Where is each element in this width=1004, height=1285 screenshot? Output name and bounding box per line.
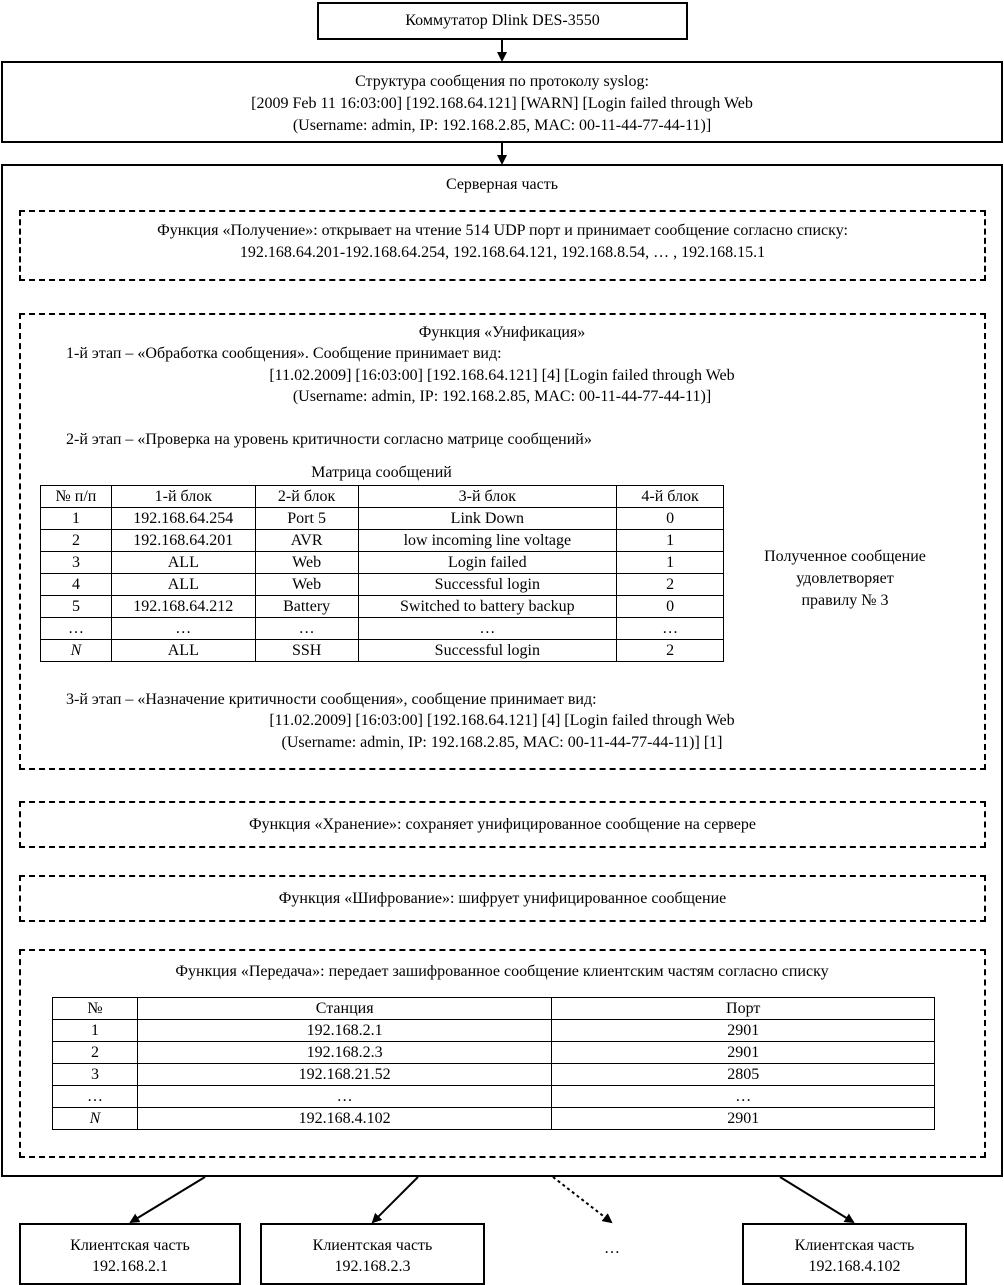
- matrix-title: Матрица сообщений: [311, 464, 452, 481]
- table-row: [53, 1020, 935, 1042]
- table-row: [41, 596, 724, 618]
- matrix-cell: Successful login: [358, 574, 617, 596]
- client-cell: 192.168.2.3: [137, 1042, 552, 1064]
- matrix-cell: 1: [617, 552, 724, 574]
- matrix-cell: 5: [41, 596, 112, 618]
- matrix-cell: …: [617, 618, 724, 640]
- client-cell: …: [53, 1086, 138, 1108]
- client-ip: 192.168.2.3: [334, 1258, 411, 1275]
- client-header-cell: Порт: [552, 998, 935, 1020]
- clients-ellipsis: …: [604, 1240, 620, 1257]
- syslog-line-2: (Username: admin, IP: 192.168.2.85, MAC: 00-11-44-77-44-11)]: [292, 117, 712, 134]
- matrix-cell: 192.168.64.254: [111, 508, 255, 530]
- server-title: Серверная часть: [445, 176, 559, 193]
- arrow-to-client-2: [373, 1177, 418, 1222]
- matrix-cell: SSH: [255, 640, 358, 662]
- matrix-cell: ALL: [111, 574, 255, 596]
- stage-3-line-1: [11.02.2009] [16:03:00] [192.168.64.121] [4] [Login failed through Web: [269, 712, 735, 729]
- matrix-header-cell: 4-й блок: [617, 486, 724, 508]
- client-cell: 2901: [552, 1020, 935, 1042]
- client-header-cell: №: [53, 998, 138, 1020]
- table-row: [53, 1042, 935, 1064]
- client-cell: 2: [53, 1042, 138, 1064]
- arrow-to-client-etc: [553, 1177, 611, 1222]
- client-cell: 192.168.4.102: [137, 1108, 552, 1130]
- receive-line-2: 192.168.64.201-192.168.64.254, 192.168.64.121, 192.168.8.54, … , 192.168.15.1: [239, 244, 766, 261]
- stage-3-text: 3-й этап – «Назначение критичности сообщения», сообщение принимает вид:: [66, 691, 597, 708]
- matrix-header-cell: № п/п: [41, 486, 112, 508]
- encrypt-text: Функция «Шифрование»: шифрует унифицированное сообщение: [278, 890, 727, 907]
- client-cell: 192.168.21.52: [137, 1064, 552, 1086]
- table-row: [41, 640, 724, 662]
- matrix-cell: …: [358, 618, 617, 640]
- rule-note-line-2: удовлетворяет: [796, 570, 894, 587]
- client-label: Клиентская часть: [70, 1237, 190, 1254]
- matrix-cell: …: [255, 618, 358, 640]
- stage-1-text: 1-й этап – «Обработка сообщения». Сообщение принимает вид:: [66, 345, 502, 362]
- switch-label: Коммутатор Dlink DES-3550: [405, 12, 600, 29]
- matrix-cell: Switched to battery backup: [358, 596, 617, 618]
- client-cell: 192.168.2.1: [137, 1020, 552, 1042]
- client-box-2: [260, 1223, 485, 1285]
- matrix-header-cell: 2-й блок: [255, 486, 358, 508]
- matrix-cell: N: [41, 640, 112, 662]
- matrix-cell: ALL: [111, 552, 255, 574]
- transmit-title: Функция «Передача»: передает зашифрованное сообщение клиентским частям согласно списку: [175, 963, 829, 980]
- matrix-cell: 0: [617, 596, 724, 618]
- matrix-cell: 0: [617, 508, 724, 530]
- stage-1-line-1: [11.02.2009] [16:03:00] [192.168.64.121] [4] [Login failed through Web: [269, 367, 735, 384]
- client-cell: …: [137, 1086, 552, 1108]
- table-row: [41, 552, 724, 574]
- stage-3-line-2: (Username: admin, IP: 192.168.2.85, MAC: 00-11-44-77-44-11)] [1]: [281, 734, 723, 751]
- rule-match-note: [735, 546, 955, 612]
- table-row: [53, 1064, 935, 1086]
- rule-note-line-3: правилу № 3: [801, 592, 889, 609]
- client-cell: 2805: [552, 1064, 935, 1086]
- client-cell: 2901: [552, 1042, 935, 1064]
- syslog-line-1: [2009 Feb 11 16:03:00] [192.168.64.121] [WARN] [Login failed through Web: [251, 95, 753, 112]
- matrix-cell: Web: [255, 574, 358, 596]
- client-table-header-row: [53, 998, 935, 1020]
- matrix-cell: 192.168.64.212: [111, 596, 255, 618]
- client-cell: N: [53, 1108, 138, 1130]
- receive-line-1: Функция «Получение»: открывает на чтение 514 UDP порт и принимает сообщение согласно списку:: [157, 222, 848, 239]
- store-function-box: [19, 801, 986, 848]
- matrix-cell: ALL: [111, 640, 255, 662]
- matrix-cell: 4: [41, 574, 112, 596]
- matrix-cell: …: [41, 618, 112, 640]
- matrix-cell: 1: [617, 530, 724, 552]
- client-cell: 3: [53, 1064, 138, 1086]
- matrix-header-cell: 1-й блок: [111, 486, 255, 508]
- matrix-cell: 2: [41, 530, 112, 552]
- matrix-cell: 2: [617, 574, 724, 596]
- client-ip: 192.168.2.1: [92, 1258, 168, 1275]
- rule-note-line-1: Полученное сообщение: [764, 548, 926, 565]
- matrix-header-cell: 3-й блок: [358, 486, 617, 508]
- table-row: [41, 508, 724, 530]
- matrix-cell: AVR: [255, 530, 358, 552]
- switch-box: [317, 2, 688, 40]
- matrix-cell: Port 5: [255, 508, 358, 530]
- client-header-cell: Станция: [137, 998, 552, 1020]
- store-text: Функция «Хранение»: сохраняет унифицированное сообщение на сервере: [249, 816, 756, 833]
- matrix-cell: Successful login: [358, 640, 617, 662]
- matrix-cell: Web: [255, 552, 358, 574]
- table-row: [41, 618, 724, 640]
- encrypt-function-box: [19, 875, 986, 922]
- matrix-cell: Login failed: [358, 552, 617, 574]
- message-matrix-table: [40, 485, 724, 662]
- receive-function-box: [19, 210, 986, 281]
- matrix-cell: …: [111, 618, 255, 640]
- matrix-cell: 1: [41, 508, 112, 530]
- matrix-cell: Battery: [255, 596, 358, 618]
- syslog-title: Структура сообщения по протоколу syslog:: [355, 73, 649, 90]
- client-box-1: [19, 1223, 241, 1285]
- matrix-header-row: [41, 486, 724, 508]
- syslog-structure-box: [1, 61, 1003, 143]
- matrix-cell: low incoming line voltage: [358, 530, 617, 552]
- table-row: [41, 574, 724, 596]
- table-row: [53, 1086, 935, 1108]
- client-label: Клиентская часть: [794, 1237, 915, 1254]
- arrow-to-client-1: [131, 1177, 205, 1222]
- table-row: [41, 530, 724, 552]
- matrix-cell: 2: [617, 640, 724, 662]
- client-list-table: [52, 997, 935, 1130]
- unify-title: Функция «Унификация»: [418, 324, 586, 341]
- stage-1-line-2: (Username: admin, IP: 192.168.2.85, MAC: 00-11-44-77-44-11)]: [292, 388, 712, 405]
- client-label: Клиентская часть: [312, 1237, 433, 1254]
- matrix-cell: 3: [41, 552, 112, 574]
- matrix-cell: 192.168.64.201: [111, 530, 255, 552]
- stage-2-text: 2-й этап – «Проверка на уровень критичности согласно матрице сообщений»: [66, 431, 592, 448]
- table-row: [53, 1108, 935, 1130]
- client-cell: …: [552, 1086, 935, 1108]
- client-cell: 1: [53, 1020, 138, 1042]
- client-ip: 192.168.4.102: [808, 1258, 901, 1275]
- client-box-n: [742, 1223, 967, 1285]
- client-cell: 2901: [552, 1108, 935, 1130]
- matrix-cell: Link Down: [358, 508, 617, 530]
- arrow-to-client-n: [780, 1177, 853, 1222]
